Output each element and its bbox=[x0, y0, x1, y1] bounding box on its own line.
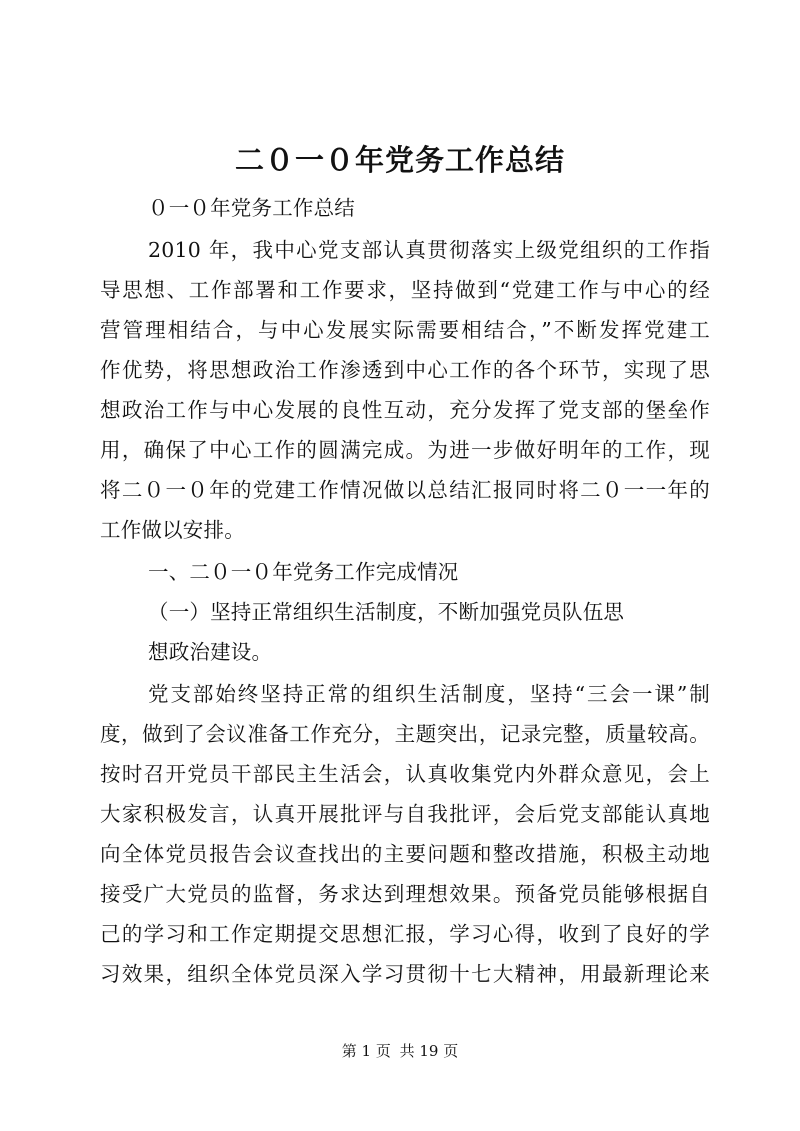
paragraph-line: 用，确保了中心工作的圆满完成。为进一步做好明年的工作，现 bbox=[100, 438, 710, 462]
paragraph-line: 导思想、工作部署和工作要求，坚持做到“党建工作与中心的经 bbox=[100, 278, 710, 302]
paragraph-line: 工作做以安排。 bbox=[100, 518, 245, 542]
paragraph-line: 营管理相结合，与中心发展实际需要相结合，”不断发挥党建工 bbox=[100, 318, 710, 342]
page-title: 二０一０年党务工作总结 bbox=[234, 143, 565, 177]
paragraph-line: 度，做到了会议准备工作充分，主题突出，记录完整，质量较高。 bbox=[100, 722, 710, 746]
page-total: 共 19 页 bbox=[399, 1042, 459, 1060]
paragraph-line: 2010 年，我中心党支部认真贯彻落实上级党组织的工作指 bbox=[148, 238, 710, 262]
section-heading: 一、二０一０年党务工作完成情况 bbox=[148, 560, 459, 584]
subsection-heading: 想政治建设。 bbox=[148, 640, 273, 664]
paragraph-line: 习效果，组织全体党员深入学习贯彻十七大精神，用最新理论来 bbox=[100, 962, 710, 986]
paragraph-line: 按时召开党员干部民主生活会，认真收集党内外群众意见，会上 bbox=[100, 762, 710, 786]
page-number: 第 1 页 bbox=[341, 1042, 391, 1060]
paragraph-line: 接受广大党员的监督，务求达到理想效果。预备党员能够根据自 bbox=[100, 882, 710, 906]
document-subtitle: ０一０年党务工作总结 bbox=[148, 196, 355, 220]
subsection-heading: （一）坚持正常组织生活制度，不断加强党员队伍思 bbox=[148, 600, 625, 624]
paragraph-line: 大家积极发言，认真开展批评与自我批评，会后党支部能认真地 bbox=[100, 802, 710, 826]
paragraph-line: 想政治工作与中心发展的良性互动，充分发挥了党支部的堡垒作 bbox=[100, 398, 710, 422]
paragraph-line: 己的学习和工作定期提交思想汇报，学习心得，收到了良好的学 bbox=[100, 922, 710, 946]
paragraph-line: 向全体党员报告会议查找出的主要问题和整改措施，积极主动地 bbox=[100, 842, 710, 866]
paragraph-line: 将二０一０年的党建工作情况做以总结汇报同时将二０一一年的 bbox=[100, 478, 710, 502]
paragraph-line: 作优势，将思想政治工作渗透到中心工作的各个环节，实现了思 bbox=[100, 358, 710, 382]
page-footer bbox=[0, 1041, 800, 1061]
paragraph-line: 党支部始终坚持正常的组织生活制度，坚持“三会一课”制 bbox=[148, 682, 710, 706]
